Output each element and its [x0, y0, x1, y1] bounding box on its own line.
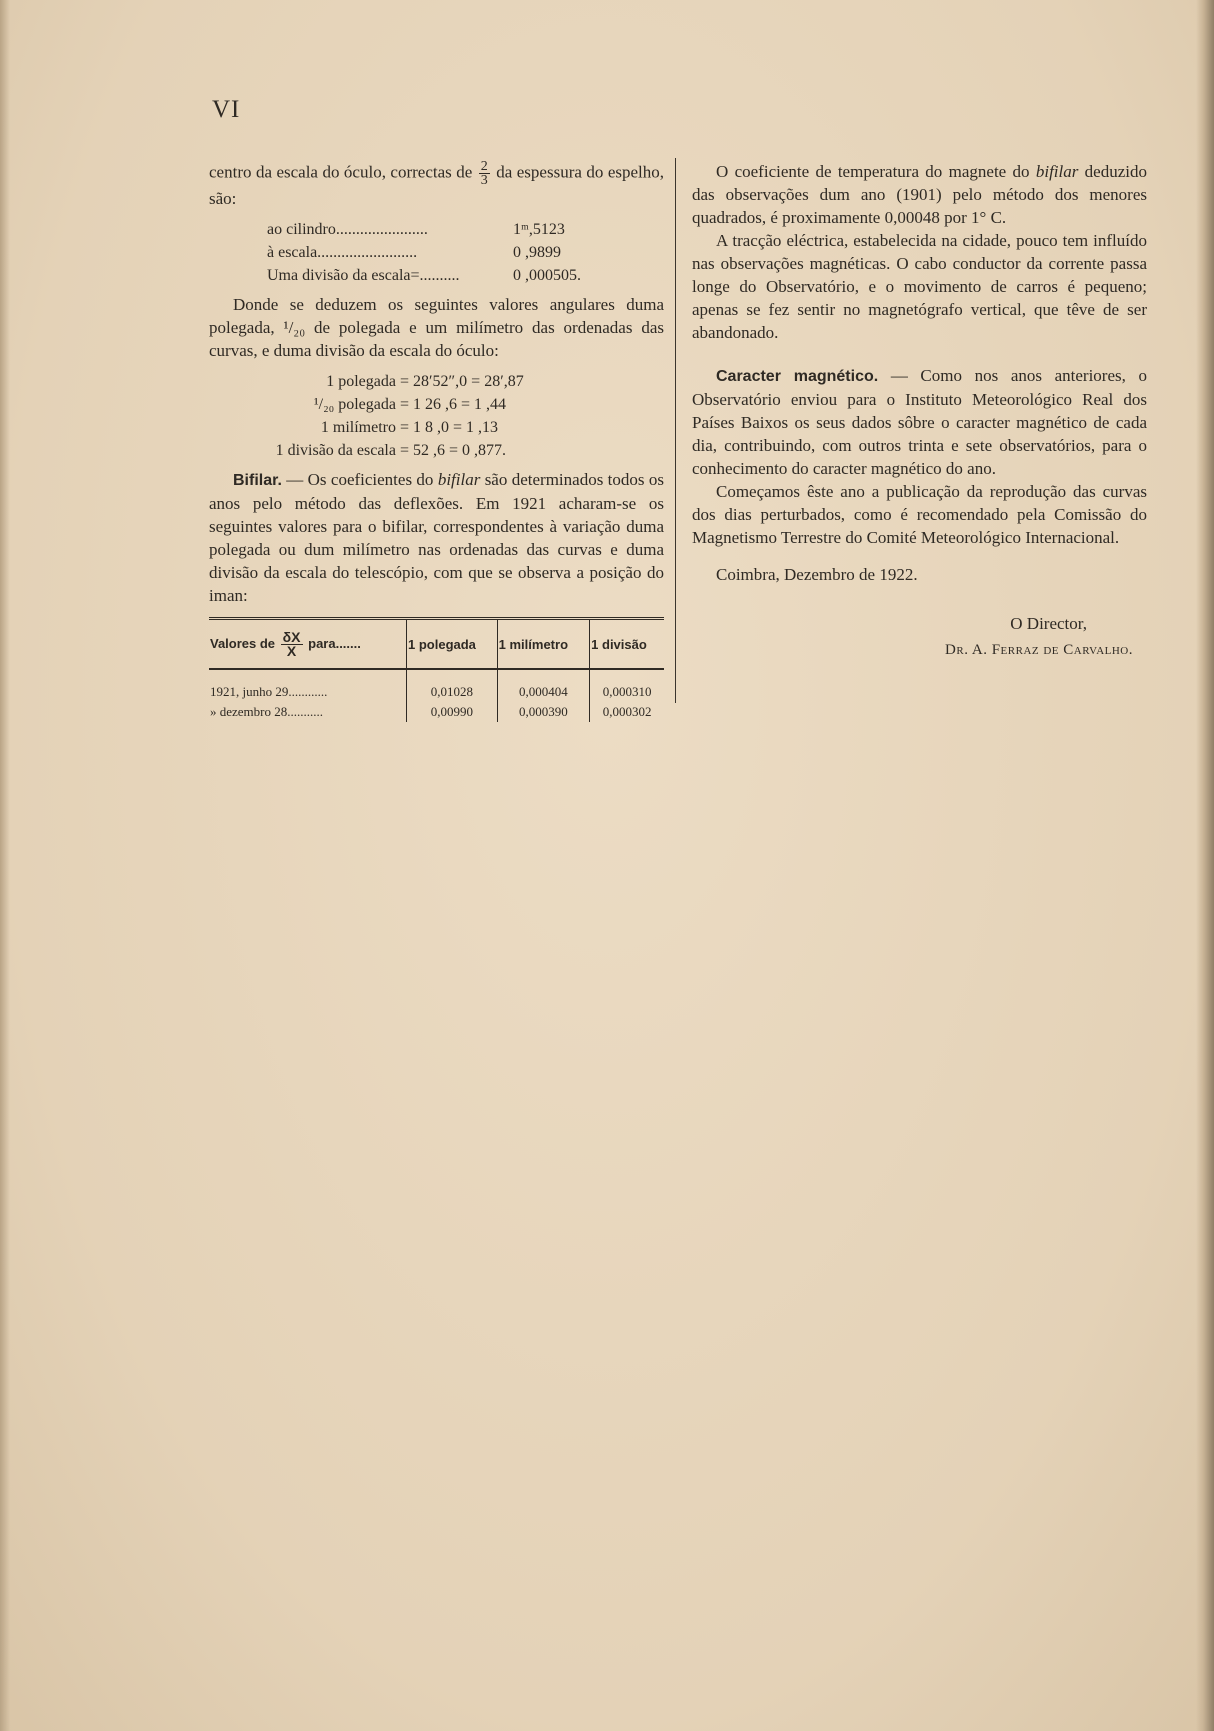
signature-name: Dr. A. Ferraz de Carvalho. — [945, 642, 1133, 658]
signature-title: O Director, — [1010, 614, 1087, 633]
angle-row — [209, 370, 664, 393]
right-column — [692, 160, 1147, 662]
bifilar-text-1: — Os coeficientes do — [281, 470, 438, 489]
fraction-numerator: δX — [282, 628, 301, 645]
intro-text-after: da espessura do espelho, são: — [209, 162, 665, 208]
table-row — [209, 682, 664, 702]
table-header-label — [209, 619, 407, 670]
table-cell: 0,000302 — [602, 704, 652, 719]
value-label: ao cilindro....................... — [267, 221, 428, 238]
temperature-emphasis: bifilar — [1035, 162, 1079, 181]
magnetic-character-text: — Como nos anos anteriores, o Observatório enviou para o Instituto Meteorológico Real dos Países Baixos os seus dados sôbre o caracter magnético de cada dia, contribuindo, com outros trinta e sete observatórios, para o conhecimento do caracter magnético do ano. — [692, 366, 1147, 478]
closing-date: Coimbra, Dezembro de 1922. — [716, 565, 918, 584]
angle-value: 1 8 ,0 = 1 ,13 — [413, 419, 499, 436]
curves-paragraph: Começamos êste ano a publicação da reprodução das curvas dos dias perturbados, como é recomendado pela Comissão do Magnetismo Terrestre do Comité Meteorológico Internacional. — [692, 482, 1147, 547]
value-label: Uma divisão da escala=.......... — [267, 267, 460, 284]
table-spacer — [209, 669, 664, 682]
angle-value: 52 ,6 = 0 ,877. — [413, 442, 507, 459]
angle-row — [209, 416, 664, 439]
table-cell: 0,01028 — [407, 682, 498, 702]
value-row — [209, 218, 664, 241]
bifilar-heading: Bifilar. — [233, 472, 282, 489]
page-number: VI — [212, 96, 241, 123]
left-column — [209, 160, 664, 722]
fraction-denominator: X — [286, 642, 297, 659]
fraction-numerator: 2 — [480, 159, 488, 174]
table-header-row — [209, 619, 664, 670]
magnetic-character-heading: Caracter magnético. — [716, 368, 879, 385]
value-label: à escala......................... — [267, 244, 418, 261]
table-cell: 0,00990 — [407, 702, 498, 722]
temperature-paragraph — [692, 160, 1147, 229]
table-cell: 0,000390 — [497, 702, 590, 722]
table-row-label: 1921, junho 29............ — [209, 682, 407, 702]
column-divider — [675, 158, 676, 703]
angle-row — [209, 393, 664, 416]
fraction-delta-x — [281, 628, 303, 659]
angle-value: 28′52″,0 = 28′,87 — [413, 373, 524, 390]
value-number: 1ᵐ,5123 — [513, 221, 565, 238]
value-number: 0 ,9899 — [513, 244, 561, 261]
value-row — [209, 264, 664, 287]
angle-label: 1 polegada = — [326, 373, 409, 390]
value-row — [209, 241, 664, 264]
angle-row — [209, 439, 664, 462]
value-number: 0 ,000505. — [513, 267, 581, 284]
table-header-milimetro: 1 milímetro — [497, 619, 590, 670]
angular-values-list — [209, 370, 664, 462]
bifilar-table — [209, 617, 664, 722]
header-prefix: Valores de — [210, 635, 276, 651]
temperature-text-2: deduzido das observações dum ano (1901) pelo método dos menores quadrados, é proximamente 0,00048 por 1° C. — [692, 162, 1147, 227]
angular-values-paragraph: Donde se deduzem os seguintes valores angulares duma polegada, ¹/₂₀ de polegada e um milímetro das ordenadas das curvas, e duma divisão da escala do óculo: — [209, 295, 664, 360]
table-header-divisao: 1 divisão — [590, 619, 664, 670]
page-edge-right — [1196, 0, 1214, 1731]
angle-value: 1 26 ,6 = 1 ,44 — [413, 396, 507, 413]
temperature-text-1: O coeficiente de temperatura do magnete do — [716, 162, 1036, 181]
intro-text-before: centro da escala do óculo, correctas de — [209, 162, 473, 182]
traction-paragraph: A tracção eléctrica, estabelecida na cidade, pouco tem influído nas observações magnéticas. O cabo conductor da corrente passa longe do Observatório, e o movimento de carros é pequeno; apenas se fez sentir no magnetógrafo vertical, que têve de ser abandonado. — [692, 231, 1147, 342]
table-row — [209, 702, 664, 722]
table-cell: 0,000404 — [497, 682, 590, 702]
page-edge-left — [0, 0, 10, 1731]
bifilar-paragraph — [209, 468, 664, 607]
angle-label: 1 divisão da escala = — [275, 442, 409, 459]
fraction-two-thirds — [479, 160, 490, 187]
intro-paragraph — [209, 160, 664, 210]
angle-label: 1 milímetro = — [320, 419, 409, 436]
table-cell: 0,000310 — [602, 684, 652, 699]
angle-label: ¹/₂₀ polegada = — [313, 396, 409, 413]
magnetic-character-paragraph — [692, 364, 1147, 480]
fraction-denominator: 3 — [480, 173, 488, 188]
bifilar-text-2: são determinados todos os anos pelo método das deflexões. Em 1921 acharam-se os seguintes valores para o bifilar, correspondentes à variação duma polegada ou dum milímetro nas ordenadas das curvas e duma divisão da escala do telescópio, com que se observa a posição do iman: — [209, 470, 664, 605]
table-row-label: » dezembro 28........... — [209, 702, 407, 722]
bifilar-emphasis: bifilar — [437, 470, 481, 489]
values-list — [209, 218, 664, 287]
table-header-polegada: 1 polegada — [407, 619, 498, 670]
header-suffix: para....... — [308, 635, 361, 651]
